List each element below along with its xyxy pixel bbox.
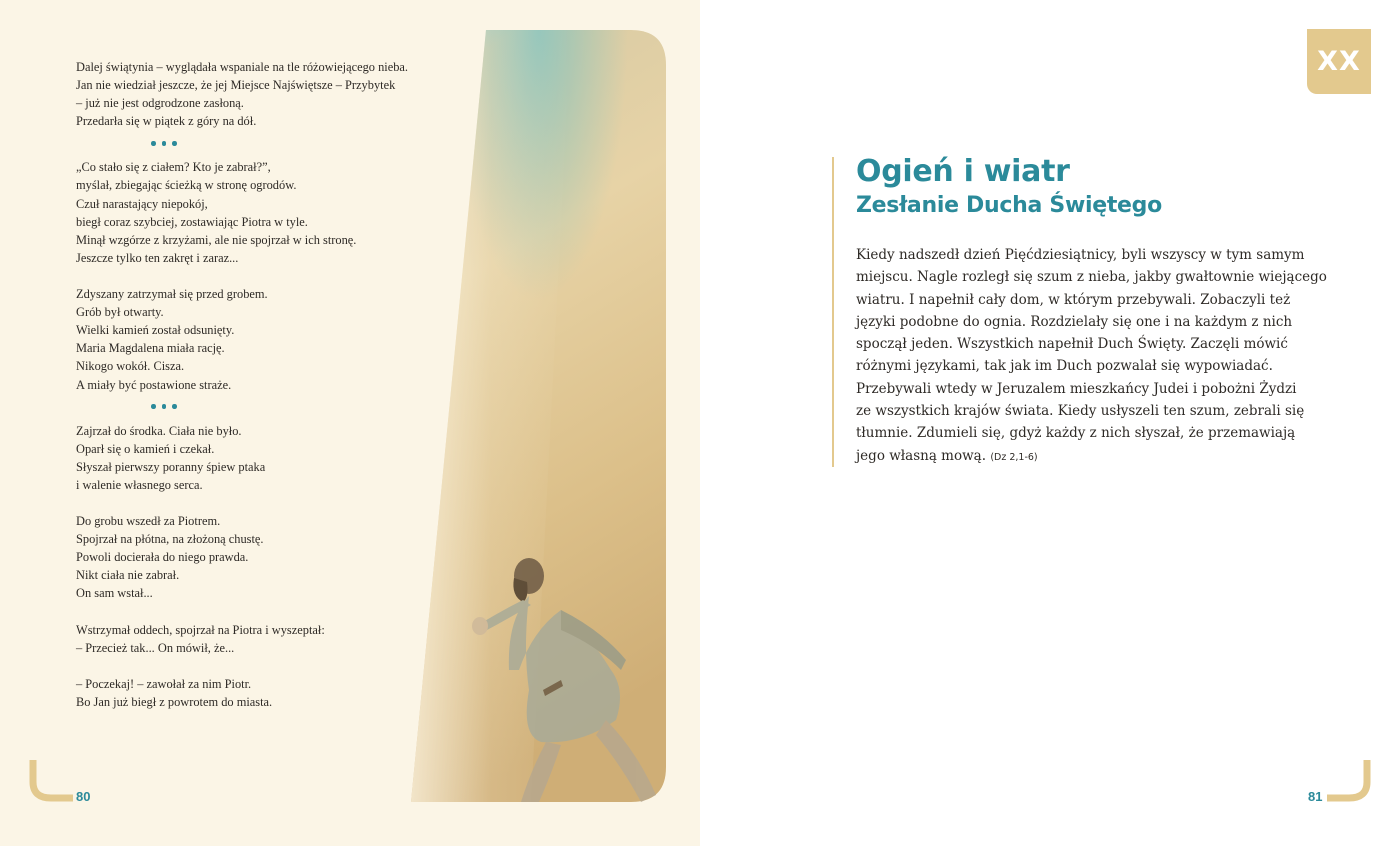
- poem-line: Wstrzymał oddech, spojrzał na Piotra i wyszeptał:: [76, 622, 325, 637]
- poem-line: – Przecież tak... On mówił, że...: [76, 640, 235, 655]
- poem-line: Czuł narastający niepokój,: [76, 196, 208, 211]
- divider-dot: [162, 404, 167, 409]
- title-rule: [832, 157, 834, 467]
- poem-line: Maria Magdalena miała rację.: [76, 341, 225, 356]
- poem-line: – Poczekaj! – zawołał za nim Piotr.: [76, 676, 252, 691]
- scripture-line: spoczął jeden. Wszystkich napełnił Duch Święty. Zaczęli mówić: [856, 336, 1288, 353]
- divider-dot: [172, 141, 177, 146]
- scripture-line: ze wszystkich krajów świata. Kiedy usłyszeli ten szum, zebrali się: [856, 403, 1305, 420]
- poem-line: Grób był otwarty.: [76, 305, 164, 320]
- poem-line: Spojrzał na płótna, na złożoną chustę.: [76, 532, 264, 547]
- poem-line: biegł coraz szybciej, zostawiając Piotra w tyle.: [76, 214, 308, 229]
- illustration-running-man: [411, 30, 666, 802]
- scripture-line: Kiedy nadszedł dzień Pięćdziesiątnicy, byli wszyscy w tym samym: [856, 247, 1305, 263]
- poem-line: Powoli docierała do niego prawda.: [76, 550, 249, 565]
- chapter-badge: XX: [1307, 29, 1371, 94]
- scripture-line: Przebywali wtedy w Jeruzalem mieszkańcy Judei i pobożni Żydzi: [856, 380, 1297, 397]
- poem-line: Przedarła się w piątek z góry na dół.: [76, 114, 257, 129]
- poem-line: Zdyszany zatrzymał się przed grobem.: [76, 287, 268, 302]
- divider-dot: [172, 404, 177, 409]
- divider-dot: [162, 141, 167, 146]
- poem-line: Do grobu wszedł za Piotrem.: [76, 514, 221, 529]
- chapter-subtitle: Zesłanie Ducha Świętego: [856, 193, 1162, 218]
- poem-line: Jan nie wiedział jeszcze, że jej Miejsce Najświętsze – Przybytek: [76, 78, 396, 93]
- scripture-line: języki podobne do ognia. Rozdzielały się one i na każdym z nich: [856, 313, 1293, 330]
- scripture-line: wiatru. I napełnił cały dom, w którym przebywali. Zobaczyli też: [856, 291, 1291, 308]
- poem-line: i walenie własnego serca.: [76, 477, 203, 492]
- scripture-line: różnymi językami, tak jak im Duch pozwalał się wypowiadać.: [856, 358, 1273, 375]
- poem-line: Oparł się o kamień i czekał.: [76, 441, 215, 456]
- poem-line: „Co stało się z ciałem? Kto je zabrał?”,: [76, 160, 271, 175]
- scripture-line: miejscu. Nagle rozległ się szum z nieba, jakby gwałtownie wiejącego: [856, 269, 1327, 286]
- scripture-passage: [856, 244, 1327, 469]
- poem-line: Jeszcze tylko ten zakręt i zaraz...: [76, 250, 239, 265]
- poem-line: myślał, zbiegając ścieżką w stronę ogrodów.: [76, 178, 297, 193]
- chapter-title: Ogień i wiatr: [856, 154, 1070, 189]
- poem-line: – już nie jest odgrodzone zasłoną.: [76, 96, 244, 111]
- poem-line: Minął wzgórze z krzyżami, ale nie spojrzał w ich stronę.: [76, 232, 357, 247]
- poem-line: Zajrzał do środka. Ciała nie było.: [76, 423, 242, 438]
- poem-line: Słyszał pierwszy poranny śpiew ptaka: [76, 459, 266, 474]
- poem-line: Wielki kamień został odsunięty.: [76, 323, 235, 338]
- page-number-left: 80: [76, 789, 91, 804]
- poem-line: Nikt ciała nie zabrał.: [76, 568, 180, 583]
- scripture-last-line: [856, 445, 1306, 469]
- scripture-line: tłumnie. Zdumieli się, gdyż każdy z nich słyszał, że przemawiają: [856, 425, 1296, 442]
- poem-line: Bo Jan już biegł z powrotem do miasta.: [76, 695, 273, 709]
- poem-line: Nikogo wokół. Cisza.: [76, 359, 185, 374]
- poem-line: On sam wstał...: [76, 586, 153, 601]
- divider-dot: [151, 404, 156, 409]
- scripture-line: jego własną mową.: [856, 447, 987, 464]
- divider-dot: [151, 141, 156, 146]
- poem-line: A miały być postawione straże.: [76, 377, 232, 392]
- corner-ornament-left: [29, 760, 73, 802]
- corner-ornament-right: [1327, 760, 1371, 802]
- scripture-reference: (Dz 2,1-6): [990, 451, 1038, 463]
- poem-line: Dalej świątynia – wyglądała wspaniale na tle różowiejącego nieba.: [76, 60, 409, 74]
- page-number-right: 81: [1308, 789, 1323, 804]
